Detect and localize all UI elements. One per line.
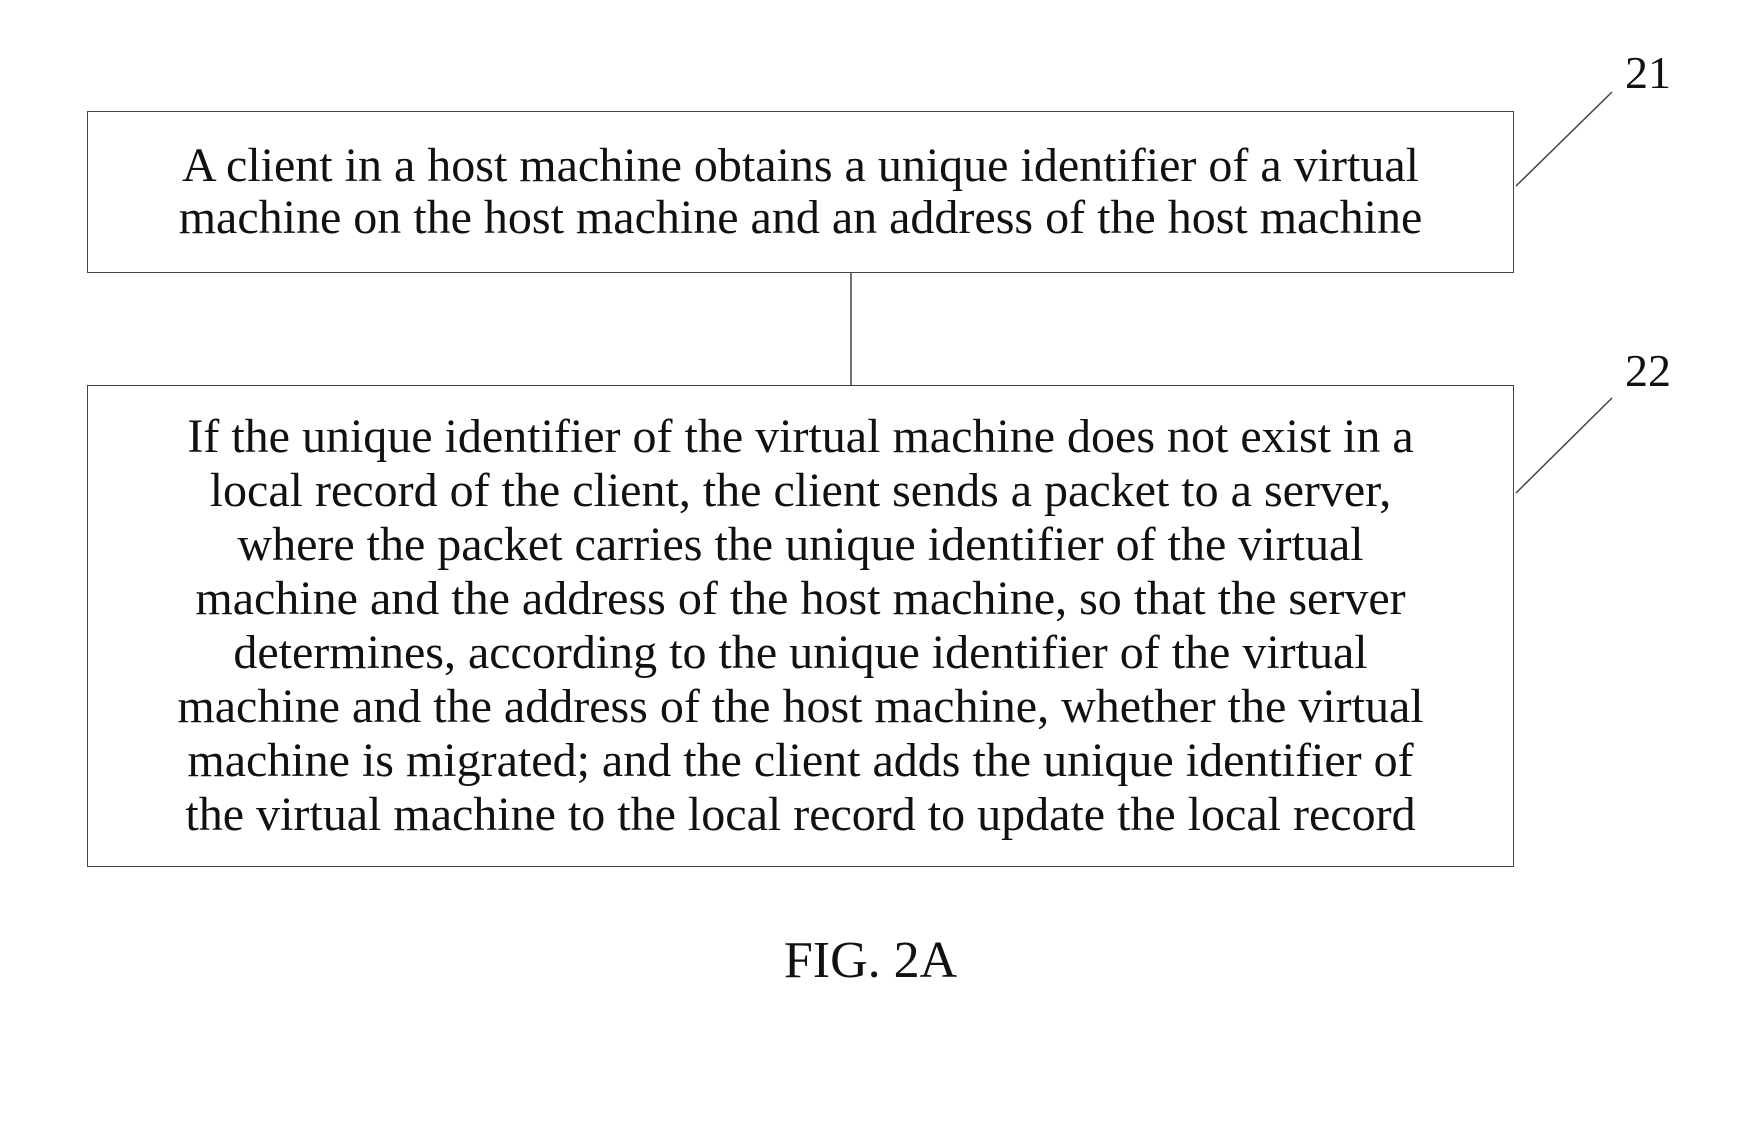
step-line: the virtual machine to the local record to update the local record bbox=[185, 788, 1416, 841]
step-box-21 bbox=[87, 111, 1514, 273]
figure-caption: FIG. 2A bbox=[783, 932, 958, 989]
step-line: where the packet carries the unique identifier of the virtual bbox=[237, 518, 1364, 571]
step-line: determines, according to the unique identifier of the virtual bbox=[233, 626, 1368, 679]
step-line: machine and the address of the host machine, so that the server bbox=[195, 572, 1406, 625]
step-line: machine and the address of the host machine, whether the virtual bbox=[177, 680, 1424, 733]
ref-leader-22 bbox=[1516, 398, 1612, 493]
step-line: A client in a host machine obtains a unique identifier of a virtual bbox=[182, 139, 1419, 192]
step-box-22 bbox=[87, 385, 1514, 867]
step-line: If the unique identifier of the virtual machine does not exist in a bbox=[187, 410, 1414, 463]
step-text-22 bbox=[171, 410, 1429, 842]
step-text-21 bbox=[173, 140, 1429, 244]
ref-leader-21 bbox=[1516, 92, 1612, 186]
step-line: machine is migrated; and the client adds the unique identifier of bbox=[187, 734, 1414, 787]
step-line: machine on the host machine and an address of the host machine bbox=[178, 191, 1423, 244]
step-line: local record of the client, the client sends a packet to a server, bbox=[209, 464, 1392, 517]
ref-label-21: 21 bbox=[1625, 47, 1671, 98]
ref-label-22: 22 bbox=[1625, 345, 1671, 396]
